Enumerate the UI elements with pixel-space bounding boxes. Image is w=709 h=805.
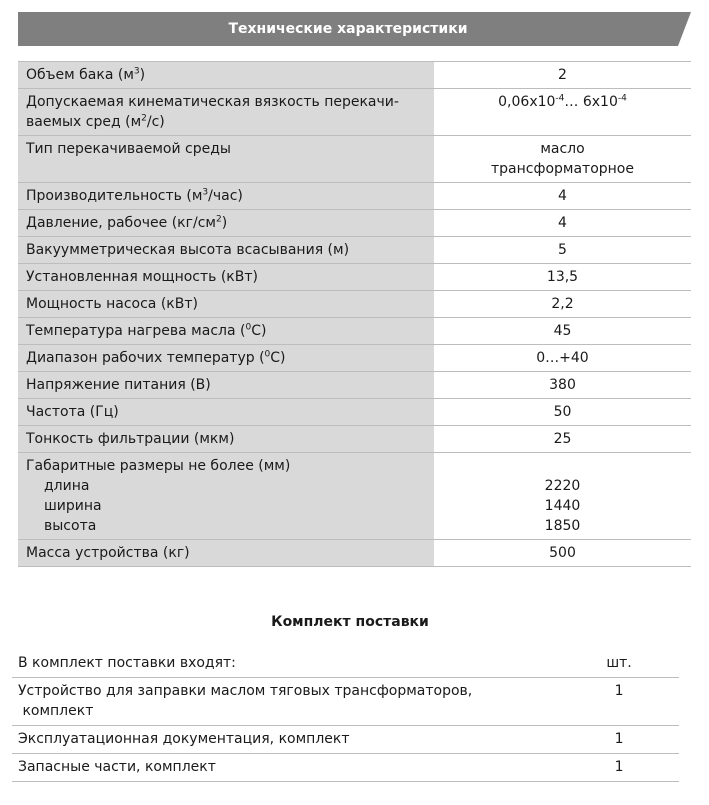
height-label: высота — [44, 518, 97, 534]
specs-title: Технические характеристики — [228, 21, 468, 37]
kit-title: Комплект поставки — [271, 614, 429, 630]
table-row — [12, 678, 679, 726]
length-label: длина — [44, 478, 90, 494]
specs-banner — [18, 12, 691, 46]
spec-label: Давление, рабочее $(кг/см^2)$ — [18, 210, 434, 237]
table-row — [18, 89, 691, 136]
spec-value: 4 — [434, 210, 691, 237]
spec-label: Частота (Гц) — [18, 399, 434, 426]
spec-value: масло трансформаторное — [434, 136, 691, 183]
spec-value: 500 — [434, 540, 691, 567]
spec-label: Вакуумметрическая высота всасывания (м) — [18, 237, 434, 264]
spec-label: Мощность насоса (кВт) — [18, 291, 434, 318]
width-label: ширина — [44, 498, 102, 514]
spec-value — [434, 453, 691, 540]
height-value: 1850 — [544, 518, 581, 534]
table-row — [12, 754, 679, 782]
kit-item-label: Эксплуатационная документация, комплект — [12, 726, 559, 754]
spec-label: Производительность $(м^3/час)$ — [18, 183, 434, 210]
length-value: 2220 — [544, 478, 581, 494]
table-row — [18, 453, 691, 540]
spec-value: $0,06x10^{-4}\dots$ $6x10^{-4}$ — [434, 89, 691, 136]
spec-value: 5 — [434, 237, 691, 264]
spec-value: 4 — [434, 183, 691, 210]
kit-item-qty: 1 — [559, 754, 679, 782]
kit-item-label: Устройство для заправки маслом тяговых трансформаторов, комплект — [12, 678, 559, 726]
spec-value: 45 — [434, 318, 691, 345]
table-row — [18, 540, 691, 567]
table-row — [18, 426, 691, 453]
spec-label: Напряжение питания (В) — [18, 372, 434, 399]
spec-value: 2 — [434, 62, 691, 89]
kit-header-row — [12, 650, 679, 678]
table-row — [18, 399, 691, 426]
table-row — [18, 136, 691, 183]
table-row — [18, 291, 691, 318]
spec-label: Тип перекачиваемой среды — [18, 136, 434, 183]
spec-value: 13,5 — [434, 264, 691, 291]
table-row — [18, 372, 691, 399]
kit-item-qty: 1 — [559, 726, 679, 754]
kit-header-label: В комплект поставки входят: — [12, 650, 559, 678]
spec-label: Тонкость фильтрации (мкм) — [18, 426, 434, 453]
spec-label: Объем бака $(м^3)$ — [18, 62, 434, 89]
spec-value: 0…+40 — [434, 345, 691, 372]
spec-value: 50 — [434, 399, 691, 426]
kit-table — [12, 650, 679, 782]
spec-label: Допускаемая кинематическая вязкость перекачи- ваемых сред $(м^2/с)$ — [18, 89, 434, 136]
table-row — [18, 345, 691, 372]
dimensions-label: Габаритные размеры не более (мм) — [26, 458, 291, 474]
table-row — [18, 318, 691, 345]
kit-item-qty: 1 — [559, 678, 679, 726]
spec-label: Температура нагрева масла ($^0$С) — [18, 318, 434, 345]
spec-value: 25 — [434, 426, 691, 453]
table-row — [18, 62, 691, 89]
spec-value: 2,2 — [434, 291, 691, 318]
table-row — [18, 183, 691, 210]
spec-value: 380 — [434, 372, 691, 399]
spec-label: Установленная мощность (кВт) — [18, 264, 434, 291]
table-row — [18, 264, 691, 291]
table-row — [12, 726, 679, 754]
kit-header-qty: шт. — [559, 650, 679, 678]
table-row — [18, 237, 691, 264]
spec-label: Диапазон рабочих температур ($^0$С) — [18, 345, 434, 372]
table-row — [18, 210, 691, 237]
width-value: 1440 — [544, 498, 581, 514]
spec-label — [18, 453, 434, 540]
specs-table — [18, 61, 691, 567]
kit-item-label: Запасные части, комплект — [12, 754, 559, 782]
spec-label: Масса устройства (кг) — [18, 540, 434, 567]
